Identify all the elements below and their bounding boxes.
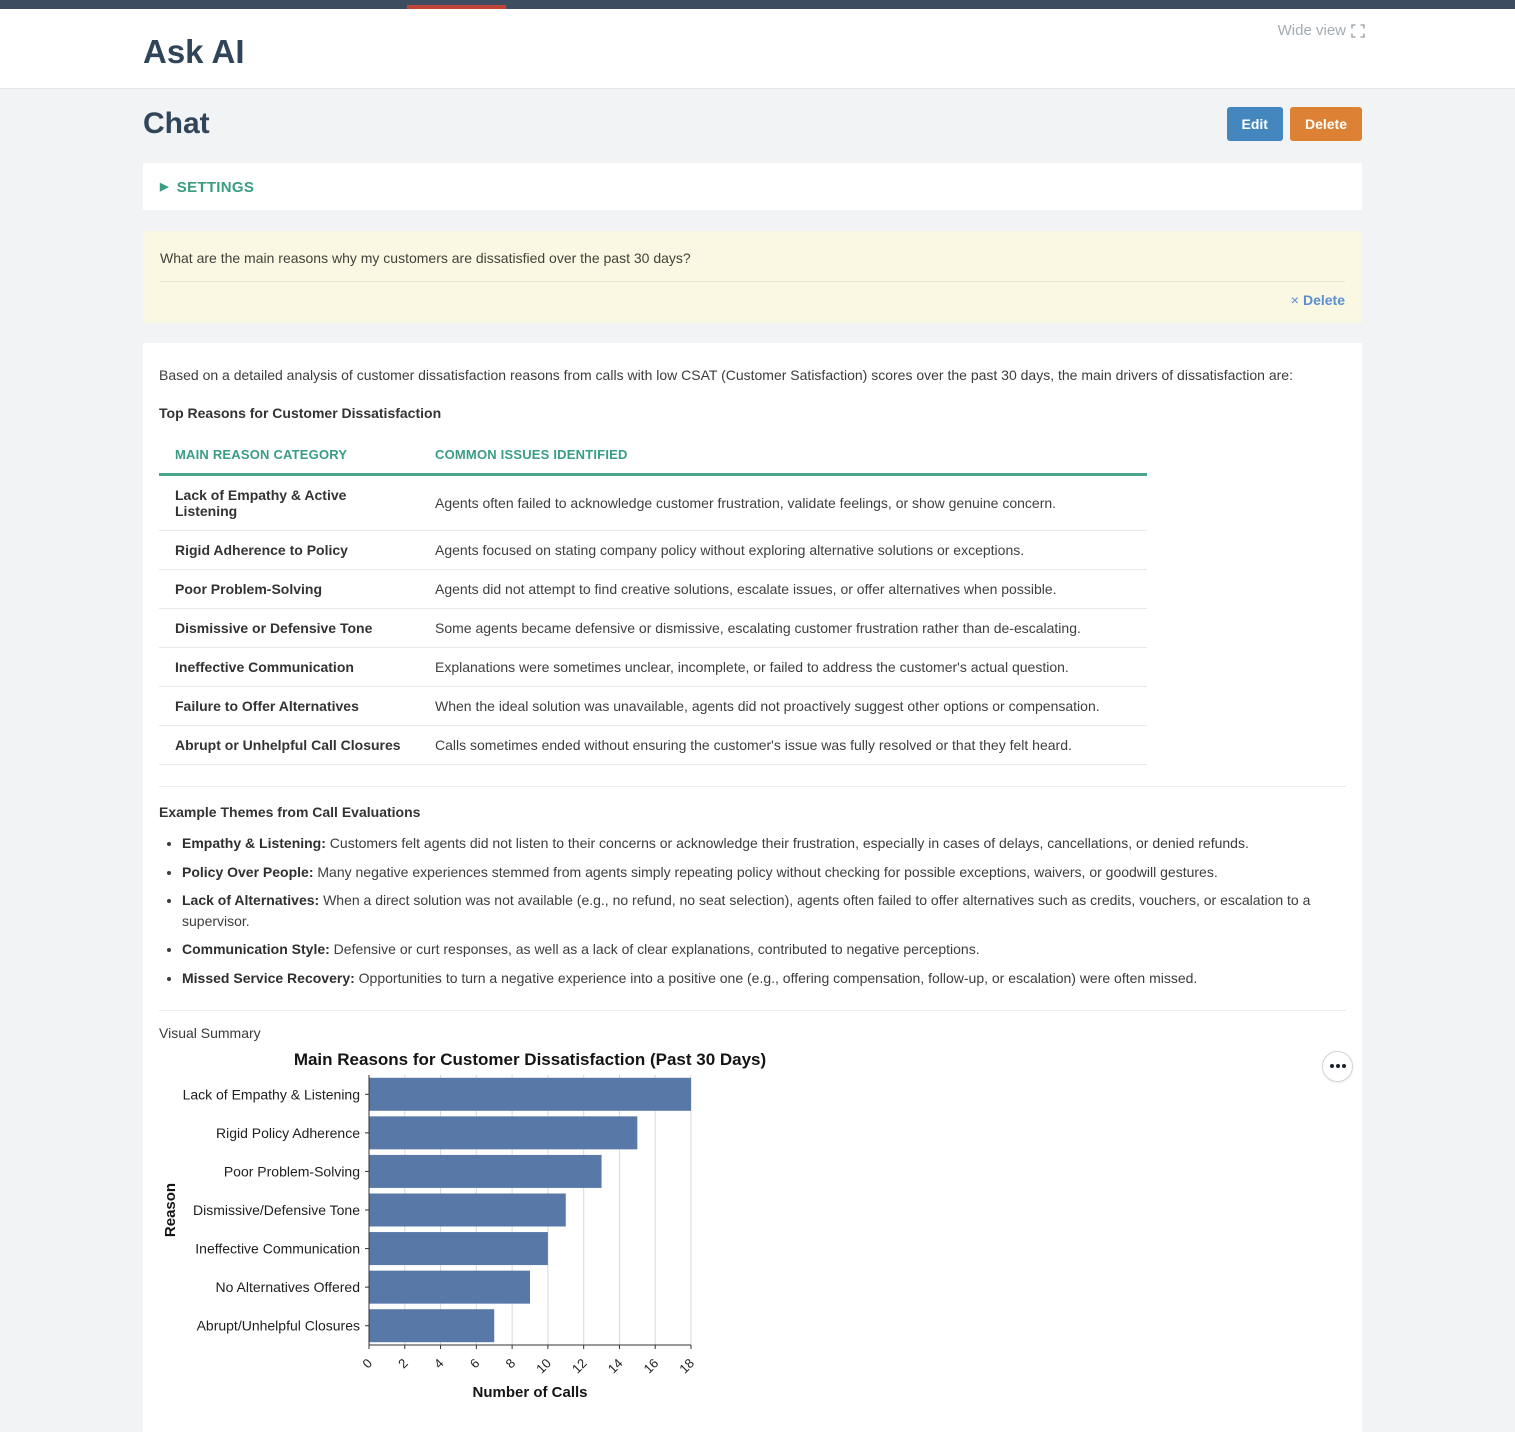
dissatisfaction-bar-chart [159, 1047, 1346, 1402]
svg-text:10: 10 [533, 1355, 555, 1377]
theme-label: Empathy & Listening: [182, 835, 326, 852]
table-row [159, 648, 1147, 687]
question-panel [143, 231, 1362, 323]
svg-text:Poor Problem-Solving: Poor Problem-Solving [223, 1163, 360, 1180]
reason-category-cell: Dismissive or Defensive Tone [159, 609, 419, 648]
svg-text:Abrupt/Unhelpful Closures: Abrupt/Unhelpful Closures [196, 1317, 360, 1334]
close-icon: × [1290, 292, 1299, 308]
reason-category-cell: Poor Problem-Solving [159, 570, 419, 609]
edit-button[interactable]: Edit [1227, 107, 1283, 141]
svg-text:Reason: Reason [162, 1182, 179, 1237]
reason-issue-cell: When the ideal solution was unavailable, agents did not proactively suggest other options or compensation. [419, 687, 1147, 726]
svg-text:18: 18 [676, 1355, 698, 1377]
list-item: • Missed Service Recovery: Opportunities to turn a negative experience into a positive one (e.g., offering compensation, follow-up, or escalation) were often missed. [182, 968, 1346, 989]
column-header-category: MAIN REASON CATEGORY [159, 438, 419, 475]
svg-text:8: 8 [502, 1355, 519, 1372]
svg-text:Lack of Empathy & Listening: Lack of Empathy & Listening [182, 1086, 360, 1103]
reason-issue-cell: Agents focused on stating company policy without exploring alternative solutions or exceptions. [419, 531, 1147, 570]
theme-label: Policy Over People: [182, 863, 314, 880]
page-body [0, 89, 1515, 1432]
answer-intro: Based on a detailed analysis of customer dissatisfaction reasons from calls with low CSAT (Customer Satisfaction) scores over the past 30 days, the main drivers of dissatisfaction are: [159, 367, 1293, 383]
reason-category-cell: Failure to Offer Alternatives [159, 687, 419, 726]
reasons-table [159, 438, 1147, 765]
themes-list [182, 833, 1346, 989]
reason-issue-cell: Explanations were sometimes unclear, incomplete, or failed to address the customer's actual question. [419, 648, 1147, 687]
settings-label: SETTINGS [176, 179, 255, 196]
themes-title: Example Themes from Call Evaluations [159, 804, 421, 821]
reason-issue-cell: Agents did not attempt to find creative solutions, escalate issues, or offer alternatives when possible. [419, 570, 1147, 609]
svg-text:12: 12 [568, 1355, 590, 1377]
reason-issue-cell: Agents often failed to acknowledge customer frustration, validate feelings, or show genuine concern. [419, 475, 1147, 531]
svg-text:No Alternatives Offered: No Alternatives Offered [215, 1279, 360, 1296]
table-row [159, 531, 1147, 570]
chat-actions [1227, 107, 1362, 141]
wide-view-label: Wide view [1277, 22, 1346, 39]
question-footer [160, 292, 1345, 310]
svg-text:Ineffective Communication: Ineffective Communication [195, 1240, 360, 1257]
table-row [159, 475, 1147, 531]
list-item: • Communication Style: Defensive or curt responses, as well as a lack of clear explanations, contributed to negative perceptions. [182, 939, 1346, 960]
list-item: • Lack of Alternatives: When a direct solution was not available (e.g., no refund, no seat selection), agents often failed to offer alternatives such as credits, vouchers, or escalation to a supervisor. [182, 890, 1346, 933]
caret-right-icon: ▶ [160, 181, 169, 193]
reasons-table-title: Top Reasons for Customer Dissatisfaction [159, 405, 442, 422]
theme-label: Communication Style: [182, 941, 330, 958]
reason-category-cell: Abrupt or Unhelpful Call Closures [159, 726, 419, 765]
table-row [159, 570, 1147, 609]
expand-icon [1351, 24, 1365, 38]
reason-issue-cell: Some agents became defensive or dismissive, escalating customer frustration rather than de-escalating. [419, 609, 1147, 648]
bar-chart-svg [159, 1047, 899, 1401]
section-divider [159, 1010, 1346, 1011]
svg-text:4: 4 [430, 1355, 447, 1372]
reason-category-cell: Rigid Adherence to Policy [159, 531, 419, 570]
svg-text:14: 14 [604, 1355, 626, 1377]
settings-panel [143, 163, 1362, 210]
table-row [159, 726, 1147, 765]
reason-category-cell: Ineffective Communication [159, 648, 419, 687]
question-delete-link[interactable] [1291, 292, 1345, 308]
svg-text:16: 16 [640, 1355, 662, 1377]
table-row [159, 609, 1147, 648]
table-row [159, 687, 1147, 726]
svg-text:6: 6 [466, 1355, 483, 1372]
chat-header [143, 107, 1362, 141]
question-delete-label: Delete [1302, 292, 1345, 308]
theme-label: Missed Service Recovery: [182, 969, 355, 986]
chat-title: Chat [143, 107, 210, 140]
settings-toggle[interactable] [160, 179, 254, 196]
delete-button[interactable]: Delete [1290, 107, 1362, 141]
answer-panel [143, 343, 1362, 1432]
app-header [0, 9, 1515, 89]
svg-text:Main Reasons for Customer Diss: Main Reasons for Customer Dissatisfaction (Past 30 Days) [293, 1049, 767, 1069]
svg-text:0: 0 [359, 1355, 376, 1372]
page-title: Ask AI [143, 33, 245, 70]
top-navbar [0, 0, 1515, 9]
svg-text:Rigid Policy Adherence: Rigid Policy Adherence [216, 1124, 360, 1141]
list-item: • Policy Over People: Many negative experiences stemmed from agents simply repeating policy without checking for possible exceptions, waivers, or goodwill gestures. [182, 862, 1346, 883]
list-item: • Empathy & Listening: Customers felt agents did not listen to their concerns or acknowledge their frustration, especially in cases of delays, cancellations, or denied refunds. [182, 833, 1346, 854]
visual-summary-section [159, 1025, 1346, 1402]
svg-text:Dismissive/Defensive Tone: Dismissive/Defensive Tone [192, 1201, 360, 1218]
question-divider [160, 281, 1345, 282]
chart-menu-button[interactable] [1322, 1051, 1353, 1082]
visual-summary-label: Visual Summary [159, 1024, 261, 1041]
reason-category-cell: Lack of Empathy & Active Listening [159, 475, 419, 531]
reason-issue-cell: Calls sometimes ended without ensuring the customer's issue was fully resolved or that they felt heard. [419, 726, 1147, 765]
wide-view-button[interactable] [1278, 22, 1365, 39]
question-text: What are the main reasons why my customers are dissatisfied over the past 30 days? [160, 250, 691, 266]
column-header-issues: COMMON ISSUES IDENTIFIED [419, 438, 1147, 475]
ellipsis-icon [1330, 1064, 1334, 1068]
svg-text:2: 2 [395, 1355, 411, 1372]
svg-text:Number of Calls: Number of Calls [472, 1383, 588, 1401]
section-divider [159, 786, 1346, 787]
theme-label: Lack of Alternatives: [182, 891, 320, 908]
